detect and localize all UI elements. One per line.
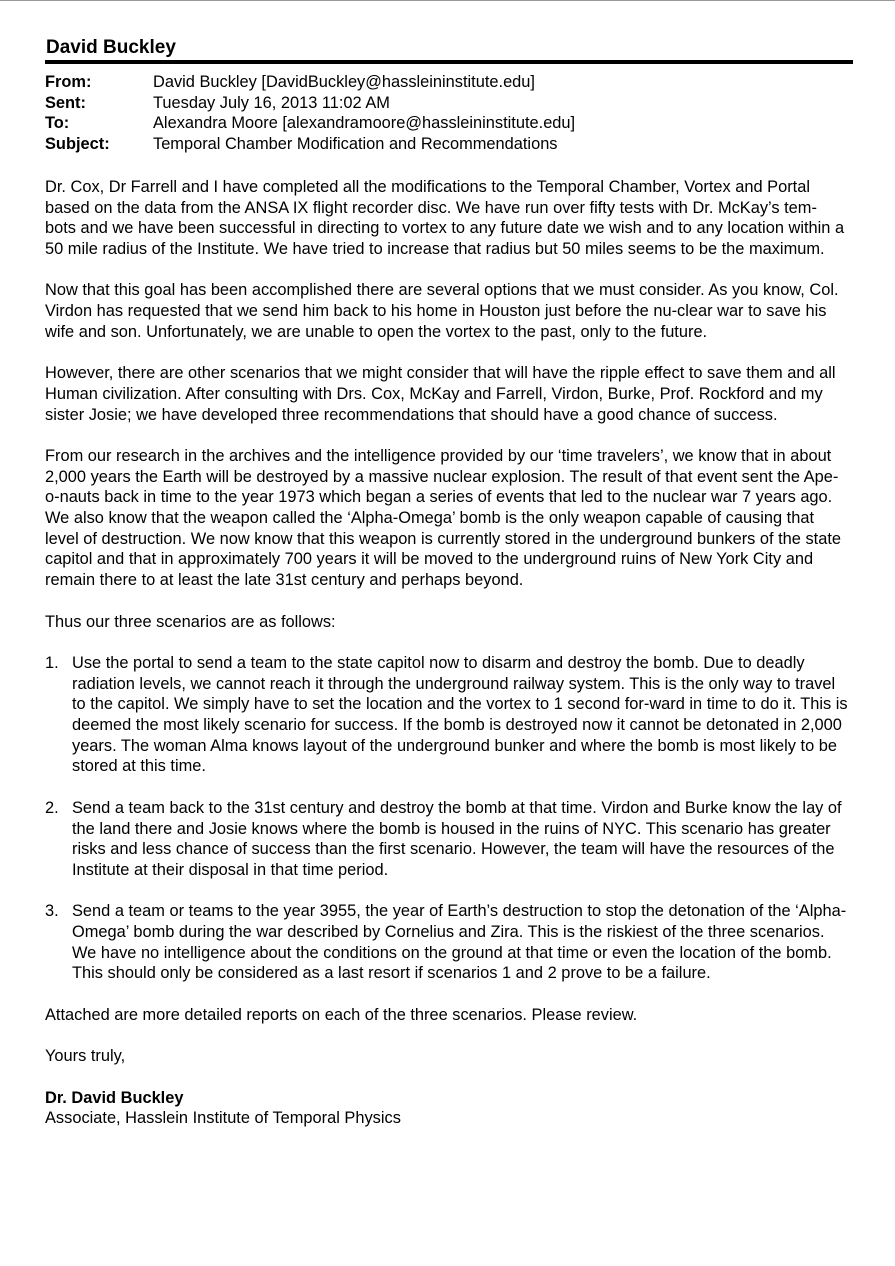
scenario-text: Send a team or teams to the year 3955, the year of Earth’s destruction to stop the detonation of the ‘Alpha-Omega’ bomb during the war described by Cornelius and Zira. This is the riskiest of the three scenarios. We have no intelligence about the conditions on the ground at that time or even the location of the bomb. This should only be considered as a last resort if scenarios 1 and 2 prove to be a failure. xyxy=(72,902,847,983)
header-label: To: xyxy=(45,114,70,133)
body-paragraph: Dr. Cox, Dr Farrell and I have completed all the modifications to the Temporal Chamber, Vortex and Portal based on the data from the ANSA IX flight recorder disc. We have run over fifty tests with Dr. McKay’s tem-bots and we have been successful in directing to vortex to any future date we wish and to any location within a 50 mile radius of the Institute. We have tried to increase that radius but 50 miles seems to be the maximum. xyxy=(45,177,845,258)
header-value: David Buckley [DavidBuckley@hassleininstitute.edu] xyxy=(153,73,535,91)
closing-line: Yours truly, xyxy=(45,1047,126,1066)
scenario-text: Send a team back to the 31st century and destroy the bomb at that time. Virdon and Burke know the lay of the land there and Josie knows where the bomb is housed in the ruins of NYC. This scenario has greater risks and less chance of success than the first scenario. However, the team will have the resources of the Institute at their disposal in that time period. xyxy=(72,798,842,879)
body-paragraph: From our research in the archives and the intelligence provided by our ‘time travelers’, we know that in about 2,000 years the Earth will be destroyed by a massive nuclear explosion. The result of that event sent the Ape-o-nauts back in time to the year 1973 which began a series of events that led to the nuclear war 7 years ago. We also know that the weapon called the ‘Alpha-Omega’ bomb is the only weapon capable of causing that level of destruction. We now know that this weapon is currently stored in the underground bunkers of the state capitol and that in approximately 700 years it will be moved to the underground ruins of New York City and remain there to at least the late 31st century and perhaps beyond. xyxy=(45,446,842,590)
header-row-subject xyxy=(45,134,853,155)
scenario-item xyxy=(45,653,853,777)
scenario-item xyxy=(45,901,853,984)
header-label: From: xyxy=(45,73,92,91)
signature-name: Dr. David Buckley xyxy=(45,1088,184,1107)
header-row-to xyxy=(45,113,853,134)
email-body xyxy=(45,177,853,1129)
attachment-note: Attached are more detailed reports on each of the three scenarios. Please review. xyxy=(45,1005,638,1024)
heading-rule xyxy=(45,60,853,64)
sender-name-heading: David Buckley xyxy=(46,37,176,58)
page-top-rule xyxy=(0,0,895,1)
scenario-item xyxy=(45,798,853,881)
header-value: Tuesday July 16, 2013 11:02 AM xyxy=(153,93,390,112)
header-value: Alexandra Moore [alexandramoore@hassleininstitute.edu] xyxy=(153,114,576,133)
signature-block xyxy=(45,1088,853,1129)
body-paragraph: However, there are other scenarios that we might consider that will have the ripple effect to save them and all Human civilization. After consulting with Drs. Cox, McKay and Farrell, Virdon, Burke, Prof. Rockford and my sister Josie; we have developed three recommendations that should have a good chance of success. xyxy=(45,364,836,424)
header-row-from xyxy=(45,72,853,93)
email-header xyxy=(45,72,853,155)
scenario-number: 1. xyxy=(45,653,59,672)
body-paragraph: Thus our three scenarios are as follows: xyxy=(45,612,336,631)
body-paragraph: Now that this goal has been accomplished there are several options that we must consider. As you know, Col. Virdon has requested that we send him back to his home in Houston just before the nu-clear war to save his wife and son. Unfortunately, we are unable to open the vortex to the past, only to the future. xyxy=(45,281,839,341)
scenario-text: Use the portal to send a team to the state capitol now to disarm and destroy the bomb. Due to deadly radiation levels, we cannot reach it through the underground railway system. This is the only way to travel to the capitol. We simply have to set the location and the vortex to 1 second for-ward in time to do it. This is deemed the most likely scenario for success. If the bomb is destroyed now it cannot be detonated in 2,000 years. The woman Alma knows layout of the underground bunker and where the bomb is most likely to be stored at this time. xyxy=(72,653,848,776)
signature-title: Associate, Hasslein Institute of Temporal Physics xyxy=(45,1109,401,1128)
email-printout xyxy=(45,37,853,1129)
header-value: Temporal Chamber Modification and Recommendations xyxy=(153,135,558,154)
scenario-number: 2. xyxy=(45,798,59,817)
header-label: Subject: xyxy=(45,135,110,154)
header-label: Sent: xyxy=(45,93,86,112)
header-row-sent xyxy=(45,93,853,114)
scenario-number: 3. xyxy=(45,902,59,921)
